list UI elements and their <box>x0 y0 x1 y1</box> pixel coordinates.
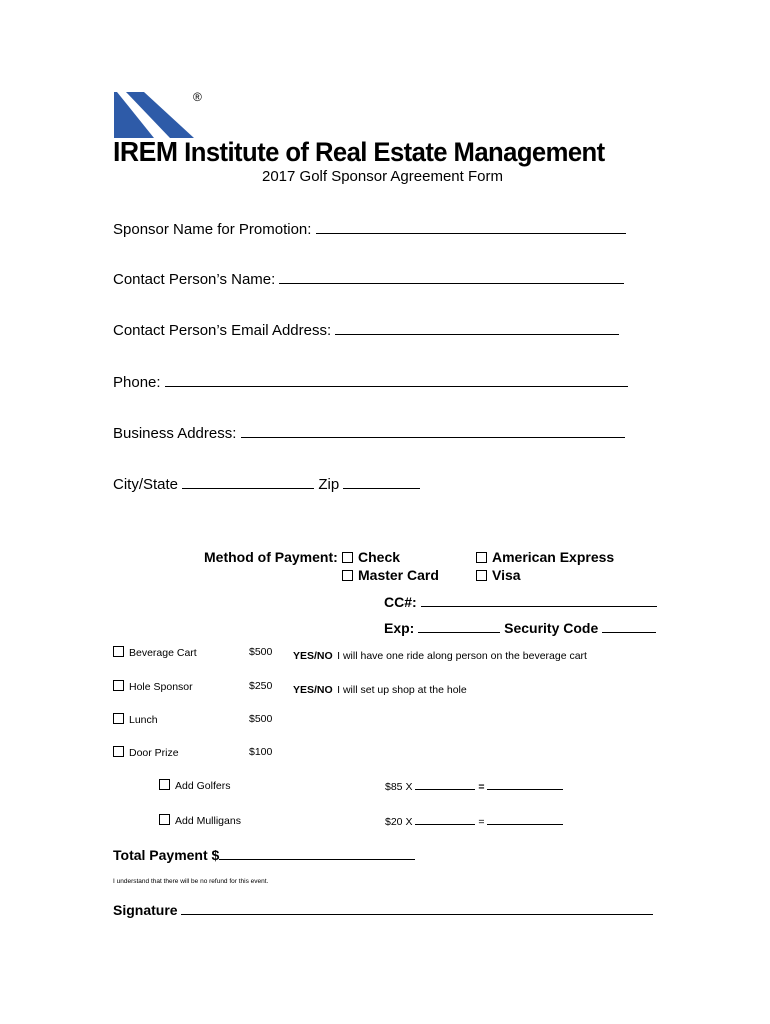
security-code-label: Security Code <box>504 620 599 636</box>
sponsorship-hole-sponsor[interactable]: Hole Sponsor <box>113 680 193 693</box>
exp-security-field[interactable] <box>384 618 656 636</box>
exp-label: Exp: <box>384 620 415 636</box>
quantity-line[interactable] <box>415 814 475 825</box>
checkbox-icon[interactable] <box>159 814 170 825</box>
sponsor-name-field[interactable] <box>113 219 626 238</box>
checkbox-icon[interactable] <box>113 713 124 724</box>
payment-option-check[interactable]: Check <box>342 549 400 565</box>
exp-line[interactable] <box>418 618 500 633</box>
total-payment-line[interactable] <box>219 845 415 860</box>
checkbox-icon[interactable] <box>113 746 124 757</box>
addon-mulligans-calc[interactable]: $20 X = <box>385 814 563 828</box>
business-address-field[interactable] <box>113 423 625 442</box>
irem-logo-icon <box>114 92 196 138</box>
sponsorship-yesno[interactable]: YES/NO I will have one ride along person on the beverage cart <box>293 650 587 662</box>
security-code-line[interactable] <box>602 618 656 633</box>
checkbox-icon[interactable] <box>113 646 124 657</box>
contact-name-field[interactable] <box>113 269 624 288</box>
sponsorship-door-prize[interactable]: Door Prize <box>113 746 179 759</box>
checkbox-icon[interactable] <box>342 570 353 581</box>
total-payment-label: Total Payment $ <box>113 847 220 863</box>
cc-label: CC#: <box>384 594 417 610</box>
sponsorship-beverage-cart[interactable]: Beverage Cart <box>113 646 197 659</box>
addon-golfers-calc[interactable]: $85 X = <box>385 779 563 793</box>
org-abbr: IREM <box>113 136 178 167</box>
zip-label: Zip <box>318 476 340 493</box>
cc-line[interactable] <box>421 592 657 607</box>
city-state-zip-field[interactable] <box>113 474 420 493</box>
contact-name-label: Contact Person’s Name: <box>113 271 276 288</box>
sponsorship-price: $100 <box>249 746 273 758</box>
total-payment-field[interactable] <box>113 845 415 863</box>
amount-line[interactable] <box>487 779 563 790</box>
form-title: 2017 Golf Sponsor Agreement Form <box>262 168 503 185</box>
checkbox-icon[interactable] <box>476 570 487 581</box>
business-address-line[interactable] <box>241 423 625 438</box>
phone-line[interactable] <box>165 372 628 387</box>
city-state-label: City/State <box>113 476 179 493</box>
org-full-name: Institute of Real Estate Management <box>184 137 605 167</box>
zip-line[interactable] <box>343 474 420 489</box>
phone-field[interactable] <box>113 372 628 391</box>
refund-note: I understand that there will be no refund for this event. <box>113 878 269 885</box>
cc-number-field[interactable] <box>384 592 657 610</box>
sponsor-name-label: Sponsor Name for Promotion: <box>113 221 312 238</box>
checkbox-icon[interactable] <box>342 552 353 563</box>
org-name <box>113 136 605 168</box>
checkbox-icon[interactable] <box>159 779 170 790</box>
phone-label: Phone: <box>113 374 161 391</box>
addon-mulligans[interactable]: Add Mulligans <box>159 814 241 827</box>
amount-line[interactable] <box>487 814 563 825</box>
sponsorship-price: $250 <box>249 680 273 692</box>
sponsorship-price: $500 <box>249 646 273 658</box>
sponsorship-price: $500 <box>249 713 273 725</box>
contact-email-line[interactable] <box>335 320 619 335</box>
checkbox-icon[interactable] <box>476 552 487 563</box>
sponsorship-yesno[interactable]: YES/NO I will set up shop at the hole <box>293 684 467 696</box>
contact-email-field[interactable] <box>113 320 619 339</box>
addon-golfers[interactable]: Add Golfers <box>159 779 230 792</box>
sponsorship-lunch[interactable]: Lunch <box>113 713 158 726</box>
quantity-line[interactable] <box>415 779 475 790</box>
checkbox-icon[interactable] <box>113 680 124 691</box>
business-address-label: Business Address: <box>113 425 237 442</box>
signature-line[interactable] <box>181 900 653 915</box>
signature-label: Signature <box>113 902 178 918</box>
payment-option-amex[interactable]: American Express <box>476 549 614 565</box>
signature-field[interactable] <box>113 900 653 918</box>
contact-email-label: Contact Person’s Email Address: <box>113 322 332 339</box>
payment-option-visa[interactable]: Visa <box>476 567 521 583</box>
contact-name-line[interactable] <box>279 269 624 284</box>
sponsor-name-line[interactable] <box>316 219 626 234</box>
payment-method-label: Method of Payment: <box>204 549 338 565</box>
city-state-line[interactable] <box>182 474 314 489</box>
payment-option-mastercard[interactable]: Master Card <box>342 567 439 583</box>
registered-mark: ® <box>193 90 202 104</box>
